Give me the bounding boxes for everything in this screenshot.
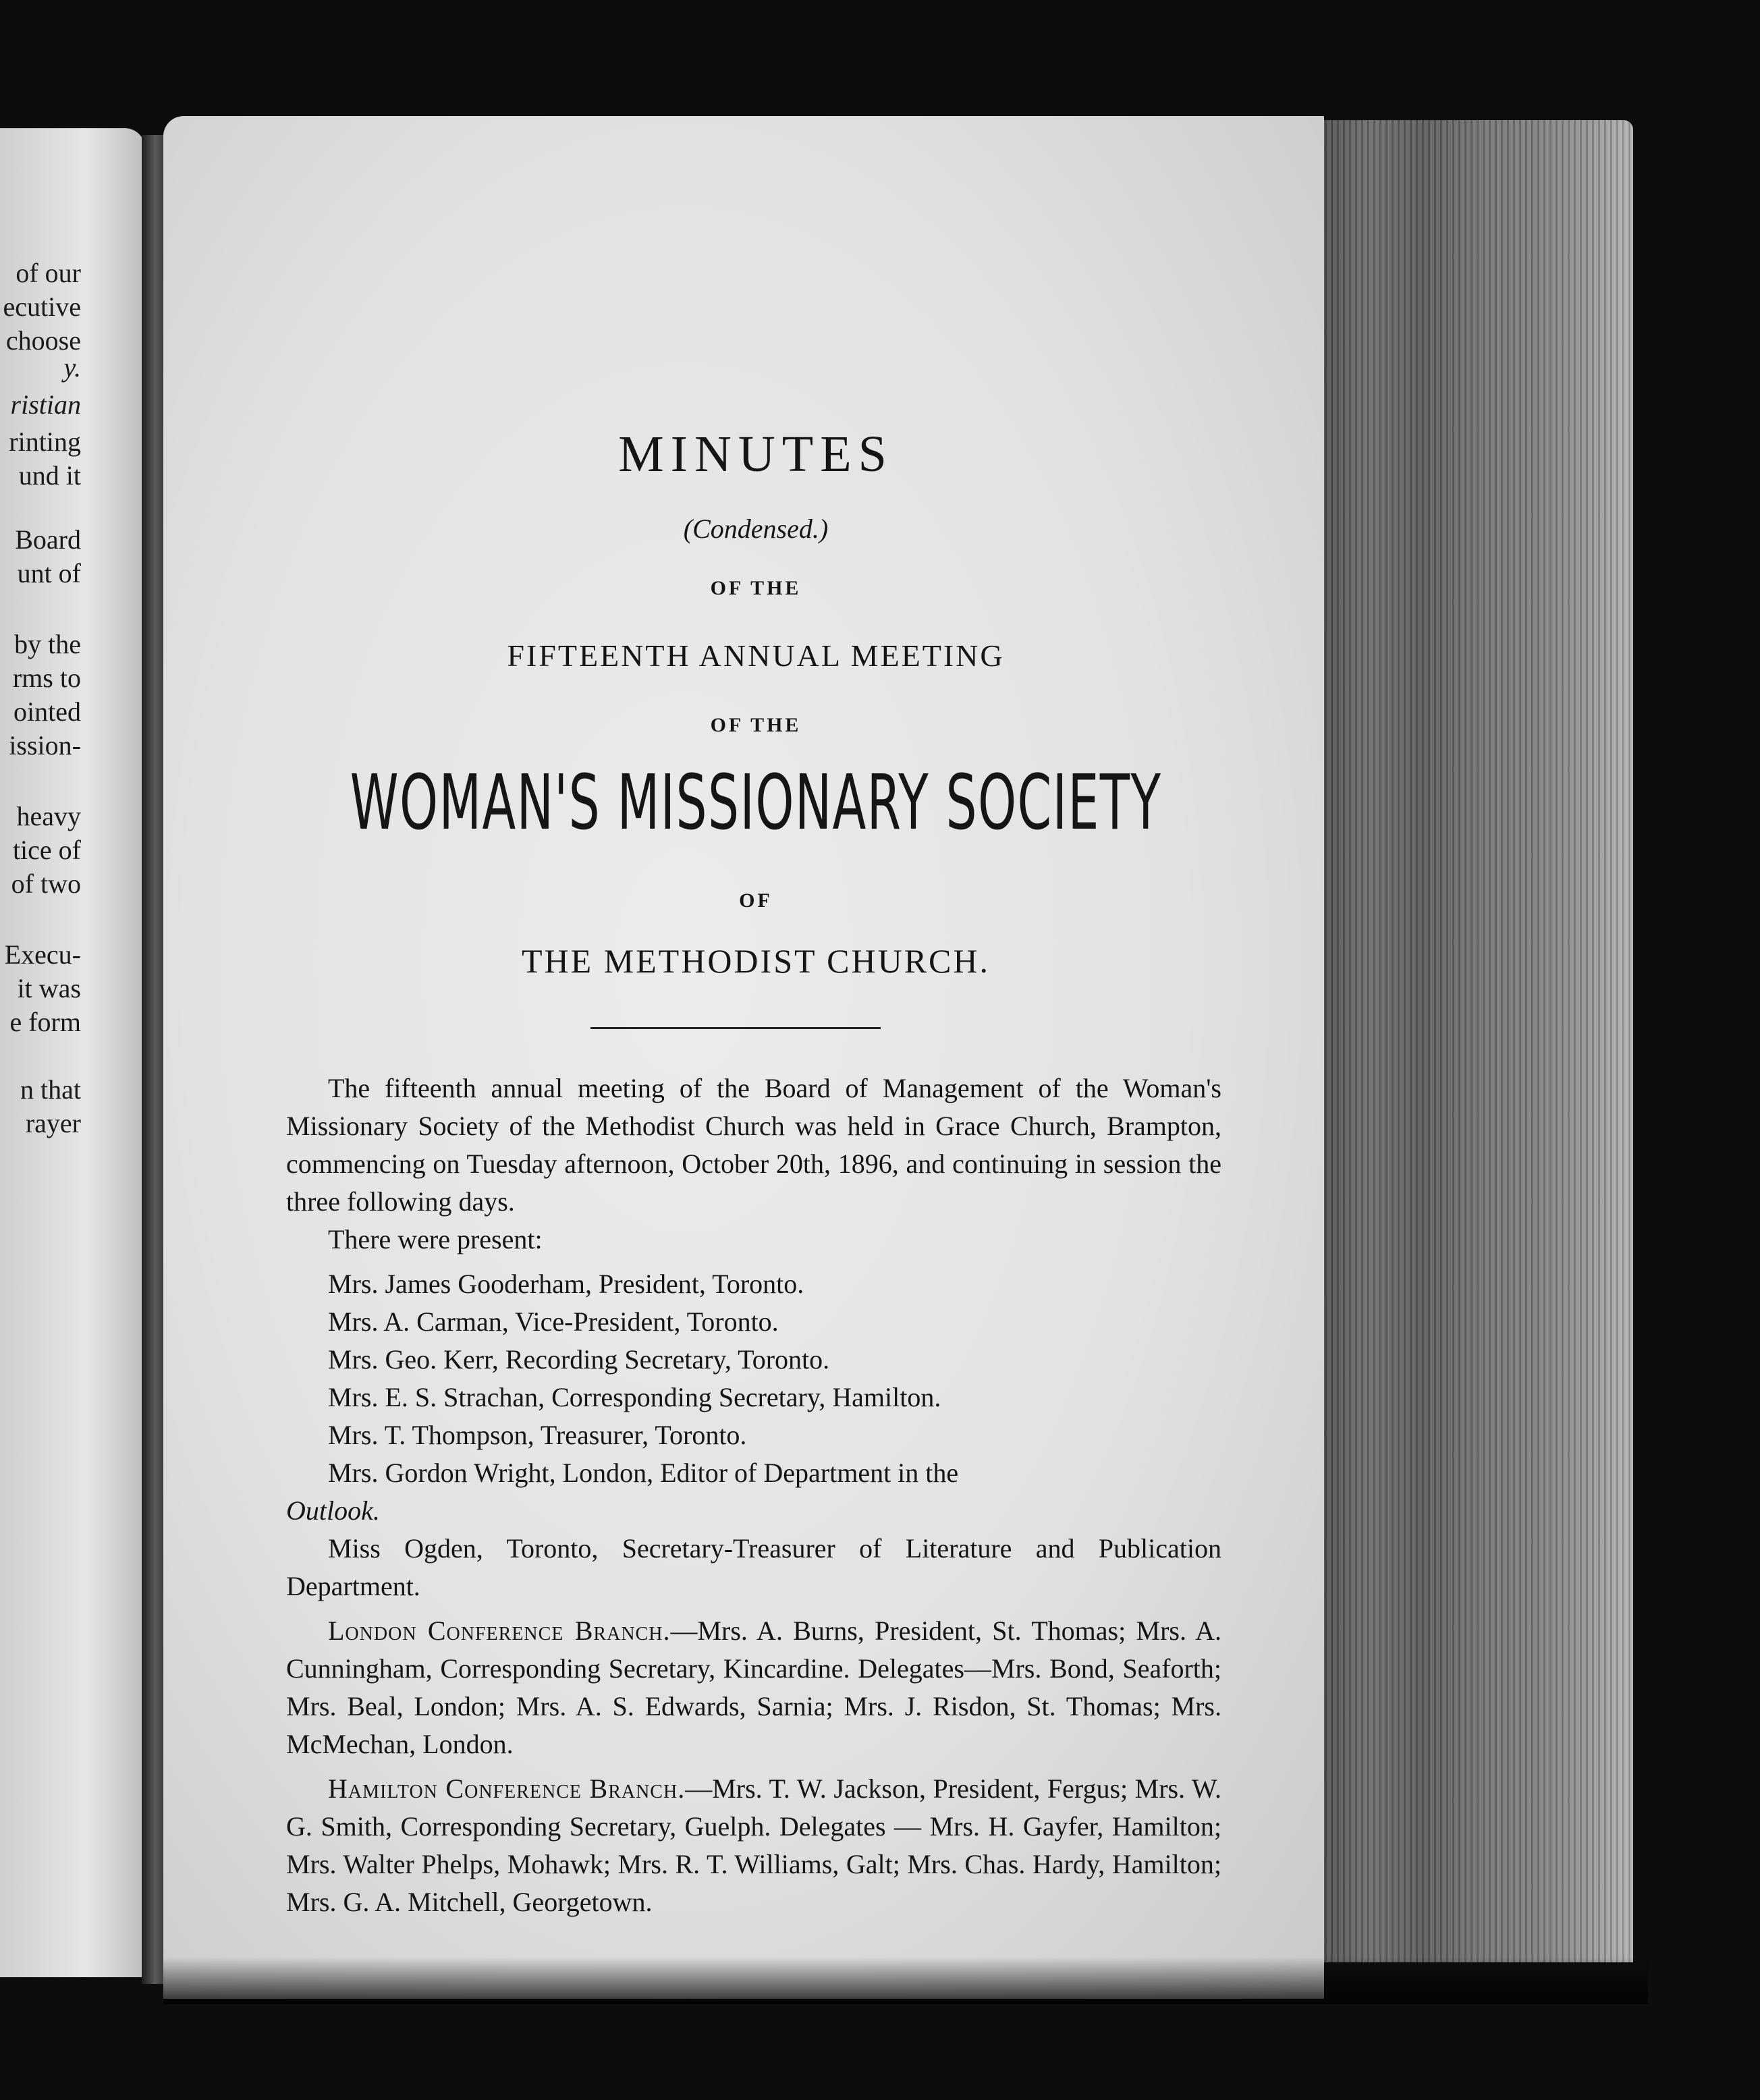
page-title: MINUTES bbox=[618, 426, 893, 482]
attendee-line: Mrs. Geo. Kerr, Recording Secretary, Toronto. bbox=[328, 1344, 830, 1375]
society-heading: WOMAN'S MISSIONARY SOCIETY bbox=[350, 759, 1162, 847]
body-text bbox=[286, 1070, 1221, 1921]
left-page-text-fragment: y. bbox=[63, 352, 81, 383]
left-page-text-fragment: heavy bbox=[16, 801, 81, 831]
attendee-line: Mrs. E. S. Strachan, Corresponding Secretary, Hamilton. bbox=[328, 1382, 941, 1412]
london-branch-label: London Conference Branch. bbox=[328, 1615, 671, 1646]
hamilton-branch-label: Hamilton Conference Branch. bbox=[328, 1773, 686, 1804]
outlook-title: Outlook. bbox=[286, 1495, 380, 1526]
attendee-wright-text: Mrs. Gordon Wright, London, Editor of Department in the bbox=[328, 1458, 959, 1488]
london-branch-text: —Mrs. A. Burns, President, St. Thomas; Mrs. A. Cunningham, Corresponding Secretary, Kincardine. Delegates—Mrs. Bond, Seaforth; Mrs. Beal, London; Mrs. A. S. Edwards, Sarnia; Mrs. J. Risdon, St. Thomas; Mrs. McMechan, London. bbox=[286, 1615, 1221, 1759]
left-page-text-fragment: Execu- bbox=[4, 939, 81, 970]
left-page-text-fragment: Board bbox=[15, 524, 81, 555]
of-the-label: OF THE bbox=[710, 714, 802, 736]
page-bottom-shadow bbox=[163, 1957, 1648, 2004]
intro-paragraph: The fifteenth annual meeting of the Board of Management of the Woman's Missionary Society of the Methodist Church was held in Grace Church, Brampton, commencing on Tuesday afternoon, October 20th, 1896, and continuing in session the three following days. bbox=[286, 1073, 1221, 1217]
left-page-text-fragment: ecutive bbox=[3, 292, 81, 322]
divider-rule bbox=[590, 1027, 881, 1029]
attendee-line: Mrs. James Gooderham, President, Toronto. bbox=[328, 1269, 804, 1299]
of-label: OF bbox=[739, 889, 773, 912]
meeting-heading: FIFTEENTH ANNUAL MEETING bbox=[507, 638, 1005, 673]
left-page-text-fragment: of our bbox=[16, 258, 81, 288]
left-page-text-fragment: ristian bbox=[10, 389, 81, 420]
left-page-text-fragment: rms to bbox=[12, 663, 81, 693]
left-page-text-fragment: by the bbox=[14, 629, 81, 659]
of-the-label: OF THE bbox=[710, 577, 802, 599]
hamilton-branch-text: —Mrs. T. W. Jackson, President, Fergus; Mrs. W. G. Smith, Corresponding Secretary, Guelph. Delegates — Mrs. H. Gayfer, Hamilton; Mrs. Walter Phelps, Mohawk; Mrs. R. T. Williams, Galt; Mrs. Chas. Hardy, Hamilton; Mrs. G. A. Mitchell, Georgetown. bbox=[286, 1773, 1222, 1917]
left-page-text-fragment: it was bbox=[17, 973, 81, 1003]
hamilton-branch-paragraph bbox=[286, 1770, 1221, 1921]
attendee-line: Mrs. A. Carman, Vice-President, Toronto. bbox=[328, 1306, 779, 1337]
book-fore-edge bbox=[1282, 120, 1633, 1962]
left-page-text-fragment: choose bbox=[5, 325, 81, 356]
left-page-text-fragment: of two bbox=[11, 868, 81, 899]
left-page-text-fragment: unt of bbox=[17, 558, 81, 588]
left-page-text-fragment: ointed bbox=[13, 696, 81, 727]
london-branch-paragraph bbox=[286, 1612, 1221, 1763]
left-page-text-fragment: rinting bbox=[9, 426, 81, 457]
left-page-text-fragment: tice of bbox=[12, 835, 81, 865]
previous-page bbox=[0, 128, 145, 1977]
present-label: There were present: bbox=[328, 1224, 543, 1254]
attendee-line: Mrs. T. Thompson, Treasurer, Toronto. bbox=[328, 1420, 747, 1450]
attendee-wright bbox=[286, 1454, 1221, 1530]
left-page-text-fragment: und it bbox=[18, 460, 81, 491]
subtitle-condensed: (Condensed.) bbox=[683, 514, 829, 544]
attendee-list bbox=[286, 1265, 1221, 1454]
attendee-ogden: Miss Ogden, Toronto, Secretary-Treasurer of Literature and Publication Department. bbox=[286, 1533, 1221, 1601]
left-page-text-fragment: e form bbox=[9, 1007, 81, 1037]
left-page-text-fragment: rayer bbox=[25, 1108, 81, 1138]
left-page-text-fragment: ission- bbox=[9, 730, 81, 761]
left-page-text-fragment: n that bbox=[20, 1074, 81, 1105]
church-heading: THE METHODIST CHURCH. bbox=[521, 942, 991, 980]
